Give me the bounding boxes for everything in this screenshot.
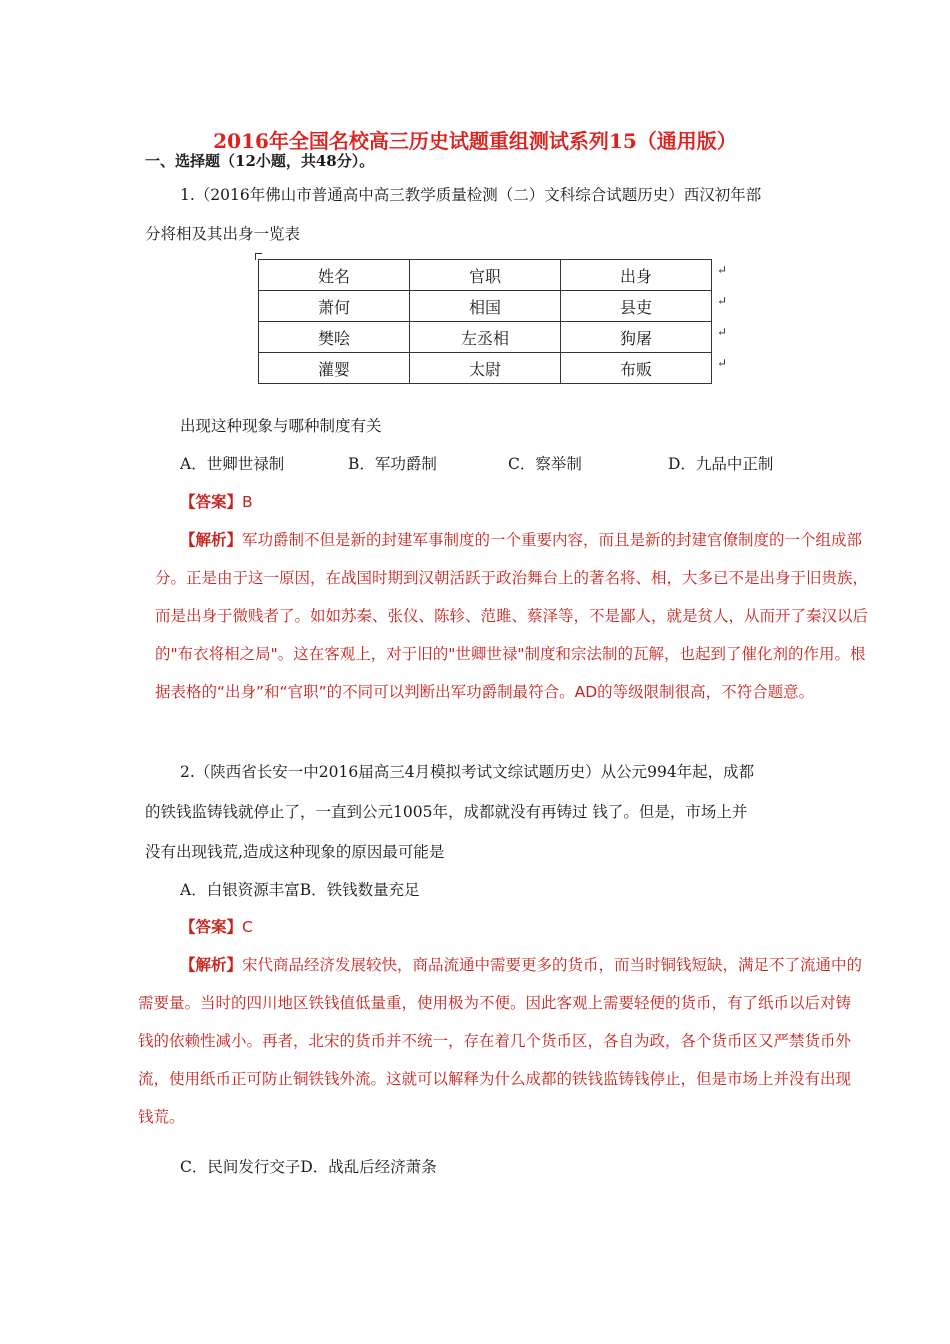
q1-option-d: D．九品中正制 [668, 455, 774, 473]
analysis-label: 【解析】 [180, 531, 243, 549]
table-row [259, 322, 712, 353]
table-cell: 灌婴 [259, 353, 410, 384]
q2-stem-line3: 没有出现钱荒,造成这种现象的原因最可能是 [145, 843, 445, 861]
answer-value: C [242, 918, 253, 936]
q1-stem-line1: 1.（2016年佛山市普通高中高三教学质量检测（二）文科综合试题历史）西汉初年部 [180, 186, 762, 204]
q2-answer [180, 915, 253, 937]
analysis-label: 【解析】 [180, 956, 243, 974]
row-end-marks [717, 262, 729, 386]
table-cell: 县吏 [561, 291, 712, 322]
q2-stem-line2: 的铁钱监铸钱就停止了，一直到公元1005年，成都就没有再铸过 钱了。但是，市场上并 [145, 803, 748, 821]
q2-stem-line1: 2.（陕西省长安一中2016届高三4月模拟考试文综试题历史）从公元994年起，成都 [180, 763, 755, 781]
answer-label: 【答案】 [180, 918, 243, 936]
q1-analysis-line5: 据表格的“出身”和“官职”的不同可以判断出军功爵制最符合。AD的等级限制很高，不符合题意。 [155, 683, 815, 701]
table-cell: 官职 [410, 260, 561, 291]
q1-analysis-line4: 的"布衣将相之局"。这在客观上，对于旧的"世卿世禄"制度和宗法制的瓦解，也起到了催化剂的作用。根 [155, 645, 866, 663]
q1-question: 出现这种现象与哪种制度有关 [180, 417, 382, 435]
table-row [259, 260, 712, 291]
q2-options-cd: C．民间发行交子D．战乱后经济萧条 [180, 1158, 437, 1176]
q2-analysis-line5: 钱荒。 [138, 1108, 185, 1126]
table-cell: 相国 [410, 291, 561, 322]
table-cell: 左丞相 [410, 322, 561, 353]
answer-label: 【答案】 [180, 493, 243, 511]
section-heading: 一、选择题（12小题，共48分）。 [145, 152, 375, 170]
table-cell: 狗屠 [561, 322, 712, 353]
q2-analysis-line4: 流，使用纸币正可防止铜铁钱外流。这就可以解释为什么成都的铁钱监铸钱停止，但是市场上并没有出现 [138, 1070, 852, 1088]
table-cell: 萧何 [259, 291, 410, 322]
q2-analysis-line1 [180, 953, 862, 975]
table-cell: 出身 [561, 260, 712, 291]
q1-answer [180, 490, 253, 512]
q1-stem-line2: 分将相及其出身一览表 [145, 225, 301, 243]
answer-value: B [242, 493, 253, 511]
q2-analysis-line2: 需要量。当时的四川地区铁钱值低量重，使用极为不便。因此客观上需要轻便的货币，有了纸币以后对铸 [138, 994, 852, 1012]
table-row [259, 291, 712, 322]
q1-analysis-line1 [180, 528, 862, 550]
table-cell: 太尉 [410, 353, 561, 384]
analysis-text: 宋代商品经济发展较快，商品流通中需要更多的货币，而当时铜钱短缺，满足不了流通中的 [242, 956, 863, 974]
q2-analysis-line3: 钱的依赖性减小。再者，北宋的货币并不统一，存在着几个货币区，各自为政，各个货币区又严禁货币外 [138, 1032, 852, 1050]
row-end-mark-icon: ↵ [717, 356, 728, 370]
q1-option-a: A．世卿世禄制 [180, 455, 285, 473]
q1-analysis-line2: 分。正是由于这一原因，在战国时期到汉朝活跃于政治舞台上的著名将、相，大多已不是出身于旧贵族， [155, 569, 869, 587]
q2-options-ab: A．白银资源丰富B．铁钱数量充足 [180, 881, 420, 899]
row-end-mark-icon: ↵ [717, 263, 728, 277]
q1-table [258, 259, 712, 384]
table-cell: 樊哙 [259, 322, 410, 353]
table-row [259, 353, 712, 384]
q1-analysis-line3: 而是出身于微贱者了。如如苏秦、张仪、陈轸、范雎、蔡泽等，不是鄙人，就是贫人，从而开了秦汉以后 [155, 607, 869, 625]
table-cell: 布贩 [561, 353, 712, 384]
q1-option-b: B．军功爵制 [348, 455, 437, 473]
q1-option-c: C．察举制 [508, 455, 582, 473]
row-end-mark-icon: ↵ [717, 294, 728, 308]
row-end-mark-icon: ↵ [717, 325, 728, 339]
analysis-text: 军功爵制不但是新的封建军事制度的一个重要内容，而且是新的封建官僚制度的一个组成部 [242, 531, 863, 549]
page-title: 2016年全国名校高三历史试题重组测试系列15（通用版） [213, 129, 737, 153]
table-cell: 姓名 [259, 260, 410, 291]
